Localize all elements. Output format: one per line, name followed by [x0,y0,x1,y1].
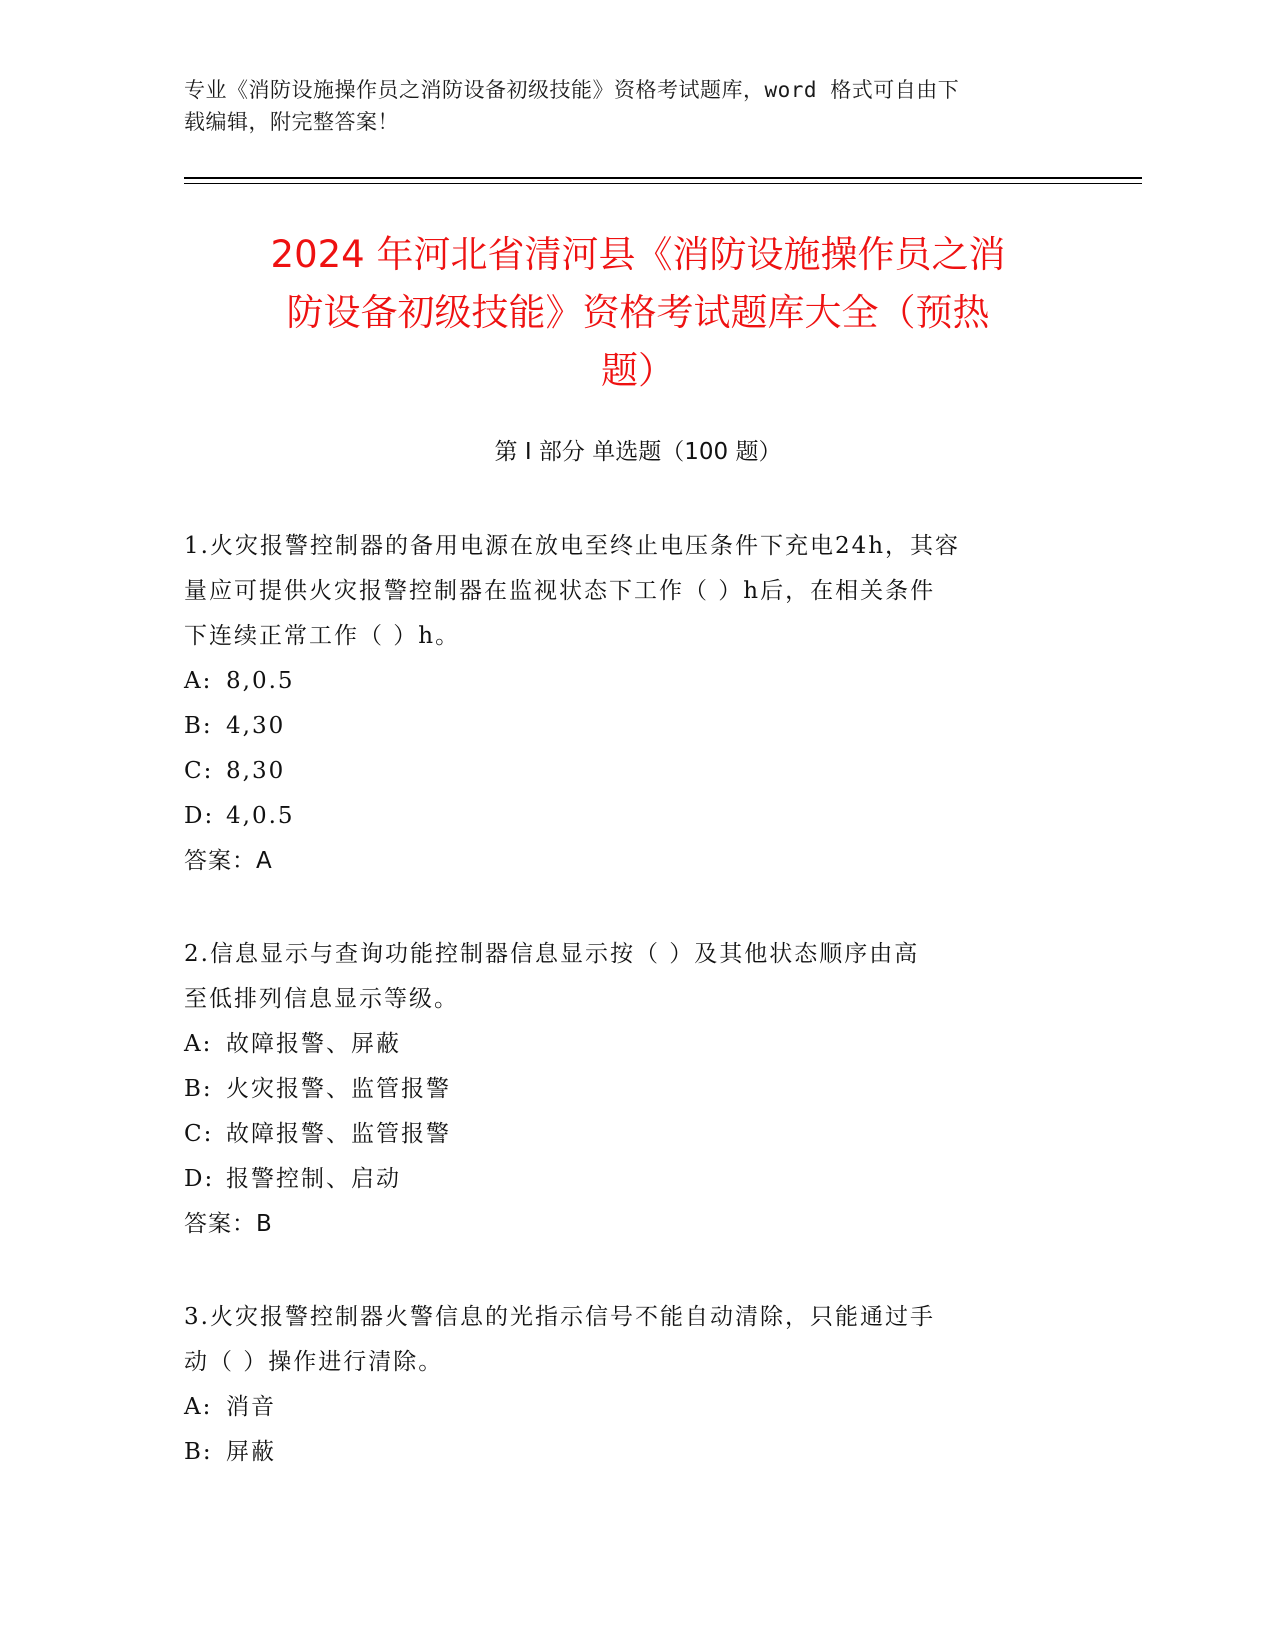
option-a [184,659,1074,704]
answer: 答案：B [184,1211,273,1237]
option-d [184,1157,1074,1202]
header-note-line: 载编辑，附完整答案！ [184,110,399,134]
document-title [184,226,1092,400]
question-stem-line: 2.信息显示与查询功能控制器信息显示按（ ）及其他状态顺序由高 [184,941,920,967]
question-stem-line: 量应可提供火灾报警控制器在监视状态下工作（ ）h后，在相关条件 [184,578,936,604]
option-text: 故障报警、监管报警 [226,1121,451,1147]
option-letter: D: [184,1166,215,1192]
header-note-line: 专业《消防设施操作员之消防设备初级技能》资格考试题库，word 格式可自由下 [184,78,960,102]
option-letter: B: [184,1076,213,1102]
option-a [184,1385,1074,1430]
question-1 [184,524,1074,884]
option-letter: A: [184,668,213,694]
option-letter: D: [184,803,215,829]
option-text: 故障报警、屏蔽 [226,1031,401,1057]
title-line: 防设备初级技能》资格考试题库大全（预热 [286,291,990,334]
answer: 答案：A [184,848,273,874]
option-d [184,794,1074,839]
question-2 [184,932,1074,1247]
question-3 [184,1295,1074,1475]
option-text: 8,30 [226,758,286,784]
question-stem-line: 下连续正常工作（ ）h。 [184,623,461,649]
option-b [184,704,1074,749]
option-text: 屏蔽 [226,1439,276,1465]
header-rule-thin [184,183,1142,184]
title-line: 题） [601,349,675,392]
option-text: 火灾报警、监管报警 [226,1076,451,1102]
option-letter: B: [184,1439,213,1465]
option-b [184,1067,1074,1112]
option-a [184,1022,1074,1067]
option-text: 8,0.5 [226,668,295,694]
section-heading: 第 I 部分 单选题（100 题） [494,439,782,465]
option-letter: A: [184,1031,213,1057]
header-note [184,74,1064,138]
header-rule-thick [184,177,1142,179]
option-text: 消音 [226,1394,276,1420]
question-stem-line: 3.火灾报警控制器火警信息的光指示信号不能自动清除，只能通过手 [184,1304,935,1330]
option-letter: A: [184,1394,213,1420]
question-stem-line: 动（ ）操作进行清除。 [184,1349,444,1375]
option-text: 报警控制、启动 [226,1166,401,1192]
option-c [184,1112,1074,1157]
option-b [184,1430,1074,1475]
title-line: 2024 年河北省清河县《消防设施操作员之消 [270,233,1006,276]
option-letter: C: [184,1121,214,1147]
option-letter: C: [184,758,214,784]
option-text: 4,30 [226,713,286,739]
option-letter: B: [184,713,213,739]
option-text: 4,0.5 [226,803,295,829]
question-stem-line: 至低排列信息显示等级。 [184,986,459,1012]
option-c [184,749,1074,794]
question-stem-line: 1.火灾报警控制器的备用电源在放电至终止电压条件下充电24h，其容 [184,533,961,559]
question-list [184,524,1074,1523]
